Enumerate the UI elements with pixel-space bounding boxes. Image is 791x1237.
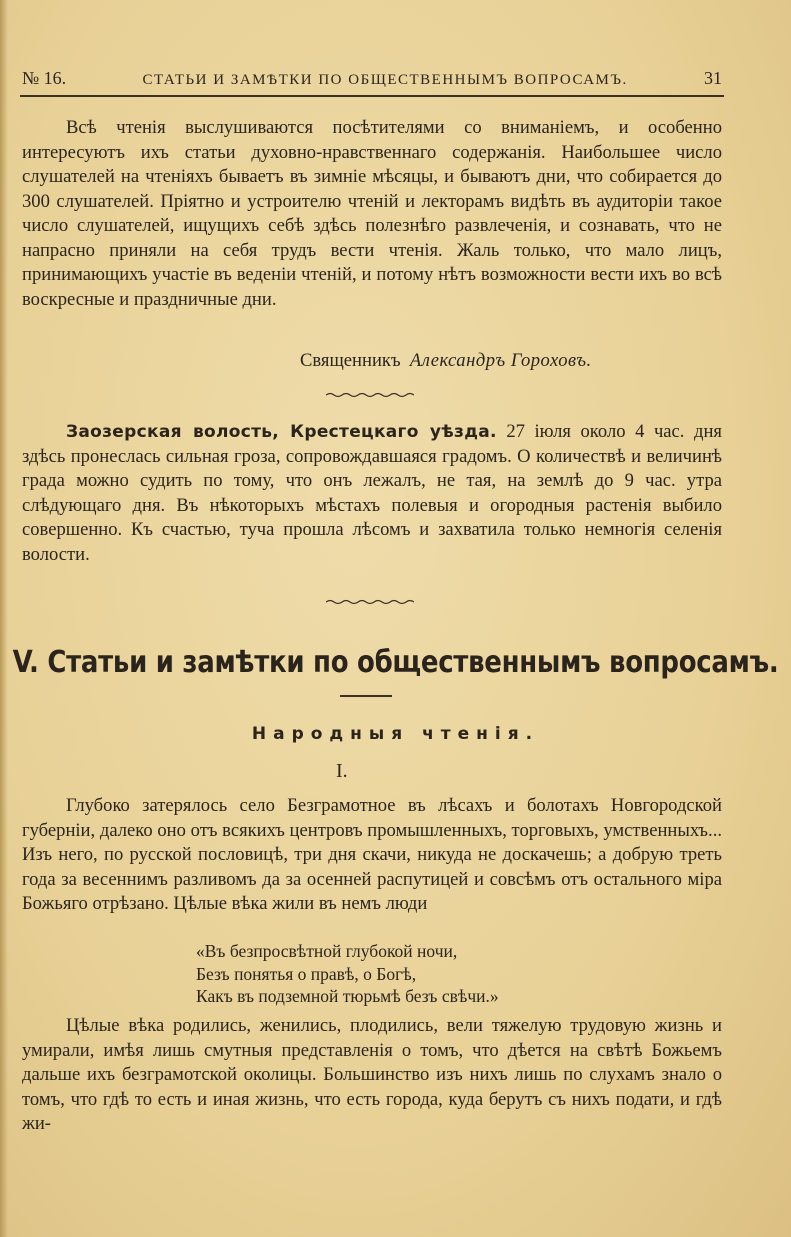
page-edge-shadow — [0, 0, 8, 1237]
header-rule — [20, 95, 724, 97]
subsection-title: Народныя чтенія. — [251, 724, 540, 744]
poem-line: «Въ безпросвѣтной глубокой ночи, — [196, 941, 458, 961]
section-title: V. Статьи и замѣтки по общественнымъ вопросамъ. — [12, 645, 779, 681]
running-header — [22, 68, 722, 94]
title-rule — [340, 695, 392, 697]
divider-ornament — [326, 392, 414, 398]
poem-line: Какъ въ подземной тюрьмѣ безъ свѣчи.» — [196, 986, 499, 1006]
poem-quote — [196, 940, 499, 1008]
page-number: 31 — [704, 68, 722, 88]
paragraph-hailstorm-text: 27 іюля около 4 час. дня здѣсь пронеслась сильная гроза, сопровождавшаяся градомъ. О количествѣ и величинѣ града можно судить по тому, что онъ лежалъ, не тая, на землѣ до 9 час. утра слѣдующаго дня. Въ нѣкоторыхъ мѣстахъ полевыя и огородныя растенія выбило совершенно. Къ счастью, туча прошла лѣсомъ и захватила только немногія селенія волости. — [22, 421, 722, 565]
paragraph-lead: Заозерская волость, Крестецкаго уѣзда. — [66, 422, 497, 442]
chapter-numeral: I. — [336, 760, 348, 782]
paragraph-village: Глубоко затерялось село Безграмотное въ лѣсахъ и болотахъ Новгородской губерніи, далеко оно отъ всякихъ центровъ промышленныхъ, торговыхъ, умственныхъ... Изъ него, по русской пословицѣ, три дня скачи, никуда не доскачешь; а добрую треть года за весеннимъ разливомъ да за осенней распутицей и совсѣмъ отъ остального міра Божьяго отрѣзано. Цѣлые вѣка жили въ немъ люди — [22, 795, 722, 914]
divider-ornament — [326, 599, 414, 605]
paragraph-hailstorm — [22, 420, 722, 567]
paragraph-village-life: Цѣлые вѣка родились, женились, плодились, вели тяжелую трудовую жизнь и умирали, имѣя лишь смутныя представленія о томъ, что дѣется на свѣтѣ Божьемъ дальше ихъ безграмотской околицы. Большинство изъ нихъ лишь по слухамъ знало о томъ, что гдѣ то есть и иная жизнь, что есть города, куда берутъ съ нихъ подати, и гдѣ жи- — [22, 1015, 722, 1134]
signature-name: Александръ Гороховъ. — [409, 350, 592, 371]
issue-number: № 16. — [22, 68, 67, 88]
signature-title: Священникъ — [300, 350, 401, 371]
paragraph-reading-attendance: Всѣ чтенія выслушиваются посѣтителями со вниманіемъ, и особенно интересуютъ ихъ статьи духовно-нравственнаго содержанія. Наибольшее число слушателей на чтеніяхъ бываетъ въ зимніе мѣсяцы, и бываютъ дни, что собирается до 300 слушателей. Пріятно и устроителю чтеній и лекторамъ видѣть въ аудиторіи такое число слушателей, ищущихъ себѣ здѣсь полезнѣго развлеченія, и сознавать, что не напрасно приняли на себя трудъ вести чтенія. Жаль только, что мало лицъ, принимающихъ участіе въ веденіи чтеній, и потому нѣтъ возможности вести ихъ во всѣ воскресные и праздничные дни. — [22, 117, 722, 310]
signature — [300, 350, 592, 372]
running-title: СТАТЬИ И ЗАМѢТКИ ПО ОБЩЕСТВЕННЫМЪ ВОПРОСАМЪ. — [142, 72, 628, 88]
poem-line: Безъ понятья о правѣ, о Богѣ, — [196, 963, 417, 984]
